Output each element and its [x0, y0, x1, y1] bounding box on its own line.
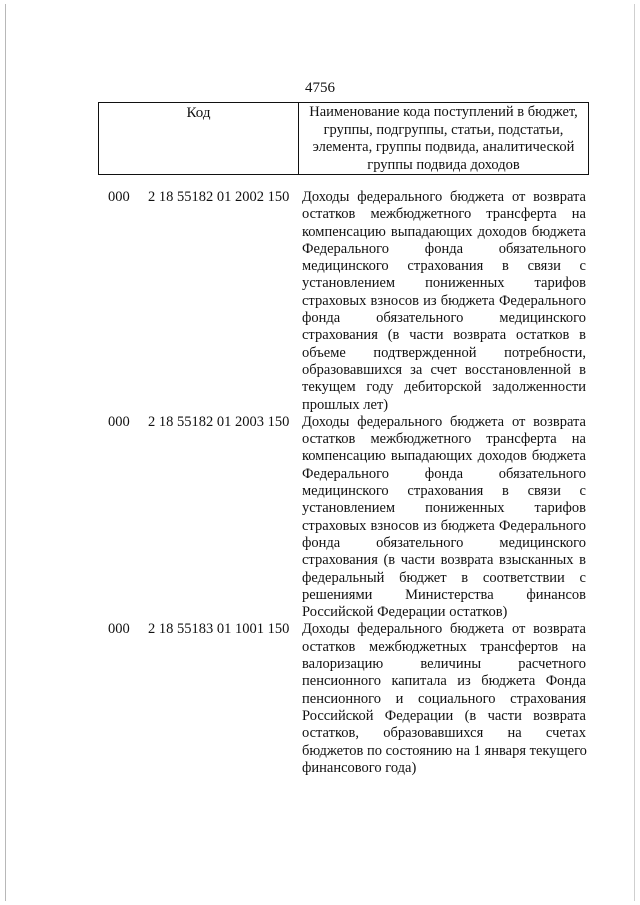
- description-line: Федерального фонда обязательного: [302, 240, 586, 257]
- description-line: валоризацию величины расчетного: [302, 656, 586, 673]
- header-name-line: группы подвида доходов: [367, 156, 520, 173]
- description-line: решениями Министерства финансов: [302, 586, 586, 603]
- description-line: страховых взносов из бюджета Федерального: [302, 517, 586, 534]
- header-name-line: группы, подгруппы, статьи, подстатьи,: [323, 121, 564, 138]
- income-description: [302, 621, 586, 777]
- description-line: Доходы федерального бюджета от возврата: [302, 413, 586, 430]
- description-line: компенсацию выпадающих доходов бюджета: [302, 448, 586, 465]
- income-description: [302, 189, 586, 414]
- admin-code: 000: [108, 189, 130, 205]
- description-line: Российской Федерации (в части возврата: [302, 707, 586, 724]
- description-line: финансового года): [302, 759, 417, 776]
- description-line: пенсионного и социального страхования: [302, 690, 586, 707]
- description-line: Российской Федерации остатков): [302, 604, 508, 621]
- description-line: образовавшихся за счет восстановленной в: [302, 361, 586, 378]
- description-line: текущем году дебиторской задолженности: [302, 379, 586, 396]
- description-line: Доходы федерального бюджета от возврата: [302, 621, 586, 638]
- description-line: остатков межбюджетного трансферта на: [302, 431, 586, 448]
- description-line: прошлых лет): [302, 396, 389, 413]
- description-line: остатков межбюджетных трансфертов на: [302, 638, 586, 655]
- income-code: 2 18 55182 01 2002 150: [148, 189, 290, 205]
- description-line: Доходы федерального бюджета от возврата: [302, 189, 586, 205]
- header-table: [98, 102, 589, 175]
- description-line: остатков, образовавшихся на счетах: [302, 725, 586, 742]
- header-name-line: Наименование кода поступлений в бюджет,: [309, 104, 578, 120]
- description-line: фонда обязательного медицинского: [302, 534, 586, 551]
- admin-code: 000: [108, 413, 130, 430]
- description-line: медицинского страхования в связи с: [302, 483, 586, 500]
- description-line: медицинского страхования в связи с: [302, 258, 586, 275]
- header-name-cell: [299, 103, 589, 175]
- description-line: компенсацию выпадающих доходов бюджета: [302, 223, 586, 240]
- table-row: [0, 414, 640, 622]
- description-line: остатков межбюджетного трансферта на: [302, 206, 586, 223]
- description-line: Федерального фонда обязательного: [302, 465, 586, 482]
- description-line: бюджетов по состоянию на 1 января текущего: [302, 742, 587, 759]
- description-line: страховых взносов из бюджета Федерального: [302, 292, 586, 309]
- description-line: страхования (в части возврата взысканных в: [302, 552, 586, 569]
- admin-code: 000: [108, 621, 130, 638]
- income-description: [302, 414, 586, 622]
- description-line: установлением пониженных тарифов: [302, 500, 586, 517]
- page-number: 4756: [305, 80, 335, 96]
- header-code-label: Код: [99, 103, 299, 175]
- description-line: установлением пониженных тарифов: [302, 275, 586, 292]
- description-line: фонда обязательного медицинского: [302, 310, 586, 327]
- income-code-list: [0, 189, 640, 777]
- description-line: федеральный бюджет в соответствии с: [302, 569, 586, 586]
- table-row: [0, 621, 640, 777]
- description-line: объеме подтвержденной потребности,: [302, 344, 586, 361]
- description-line: пенсионного капитала из бюджета Фонда: [302, 673, 586, 690]
- income-code: 2 18 55182 01 2003 150: [148, 413, 290, 430]
- description-line: страхования (в части возврата остатков в: [302, 327, 586, 344]
- header-name-line: элемента, группы подвида, аналитической: [312, 139, 575, 155]
- table-row: [0, 189, 640, 414]
- income-code: 2 18 55183 01 1001 150: [148, 621, 290, 638]
